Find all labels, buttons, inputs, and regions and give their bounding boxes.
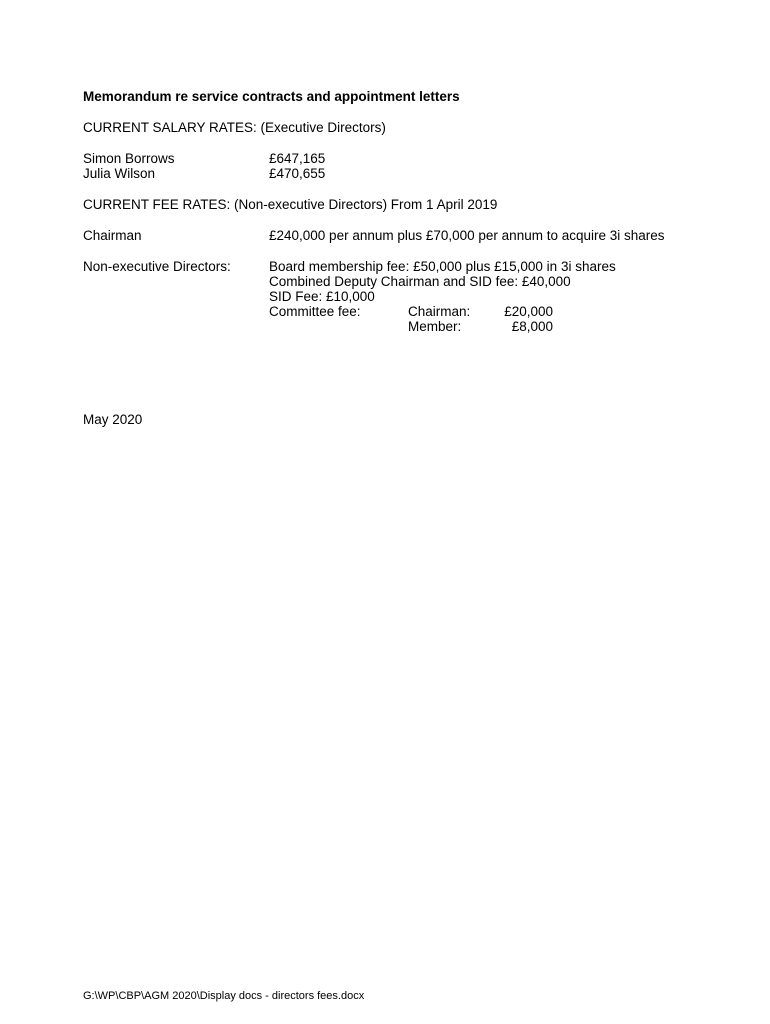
salary-heading: CURRENT SALARY RATES: (Executive Directors) [83, 120, 386, 135]
committee-label: Committee fee: [269, 304, 361, 319]
ned-line-3: SID Fee: £10,000 [269, 289, 375, 304]
fee-heading: CURRENT FEE RATES: (Non-executive Directors) From 1 April 2019 [83, 197, 498, 212]
chairman-label: Chairman [83, 228, 142, 243]
ned-line-1: Board membership fee: £50,000 plus £15,000 in 3i shares [269, 259, 616, 274]
salary-name-2: Julia Wilson [83, 166, 156, 181]
footer-file-path: G:\WP\CBP\AGM 2020\Display docs - directors fees.docx [83, 990, 365, 1002]
salary-name-1: Simon Borrows [83, 151, 175, 166]
committee-amount-2: £8,000 [511, 319, 553, 334]
chairman-fee: £240,000 per annum plus £70,000 per annum to acquire 3i shares [269, 228, 665, 243]
memo-title: Memorandum re service contracts and appointment letters [83, 89, 460, 104]
memo-date: May 2020 [83, 412, 143, 427]
salary-amount-1: £647,165 [269, 151, 326, 166]
ned-line-2: Combined Deputy Chairman and SID fee: £40,000 [269, 274, 571, 289]
salary-amount-2: £470,655 [269, 166, 326, 181]
ned-label: Non-executive Directors: [83, 259, 231, 274]
committee-role-1: Chairman: [408, 304, 471, 319]
committee-role-2: Member: [408, 319, 462, 334]
committee-amount-1: £20,000 [504, 304, 553, 319]
